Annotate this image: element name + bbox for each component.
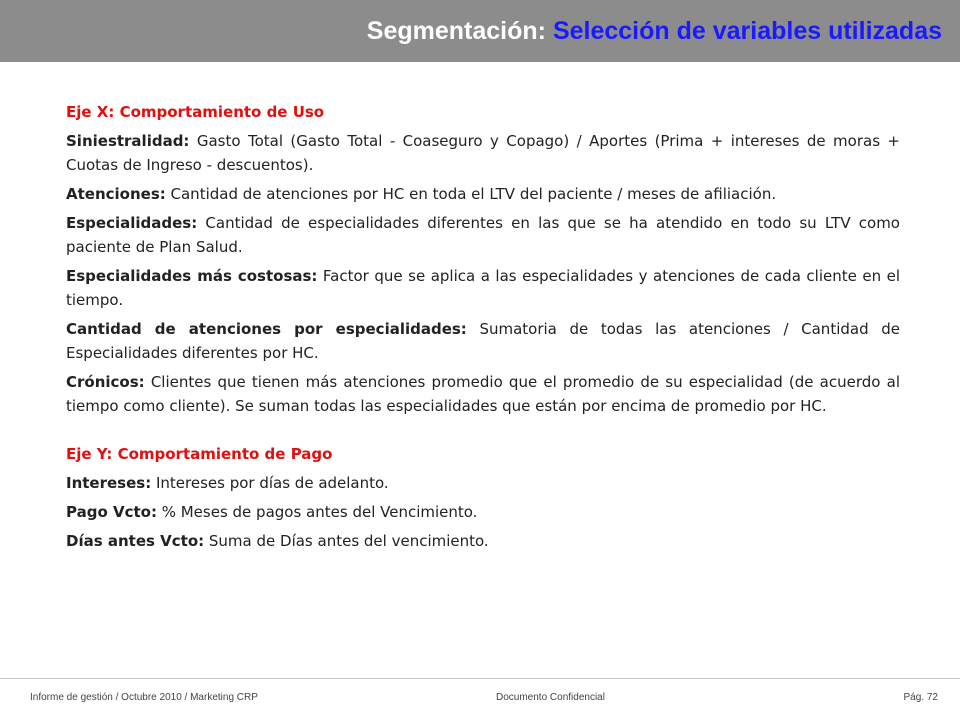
variable-term: Siniestralidad:	[66, 132, 190, 150]
footer-page-number: Pág. 72	[903, 692, 938, 703]
page-title-highlight: Selección de variables utilizadas	[552, 17, 942, 45]
variable-term: Cantidad de atenciones por especialidades:	[66, 320, 467, 338]
variable-cronicos	[66, 370, 900, 418]
variable-term: Pago Vcto:	[66, 503, 157, 521]
page-title	[367, 14, 942, 48]
page-title-prefix: Segmentación:	[366, 17, 553, 45]
variable-intereses	[66, 471, 900, 495]
variable-term: Especialidades más costosas:	[66, 267, 318, 285]
variable-term: Especialidades:	[66, 214, 198, 232]
axis-y-heading: Eje Y: Comportamiento de Pago	[66, 445, 333, 463]
variable-term: Atenciones:	[66, 185, 166, 203]
variable-term: Intereses:	[66, 474, 152, 492]
axis-x-heading: Eje X: Comportamiento de Uso	[66, 103, 325, 121]
variable-description: Factor que se aplica a las especialidades y atenciones de cada cliente en el tiempo.	[66, 267, 900, 309]
content-body	[66, 100, 900, 558]
footer-confidential: Documento Confidencial	[496, 692, 605, 703]
variable-description: Sumatoria de todas las atenciones / Cantidad de Especialidades diferentes por HC.	[66, 320, 900, 362]
variable-description: Cantidad de especialidades diferentes en las que se ha atendido en todo su LTV como paciente de Plan Salud.	[66, 214, 900, 256]
variable-dias-antes-vcto	[66, 529, 900, 553]
variable-description: Clientes que tienen más atenciones promedio que el promedio de su especialidad (de acuerdo al tiempo como cliente). Se suman todas las especialidades que están por encima de promedio por HC.	[66, 373, 900, 415]
variable-especialidades	[66, 211, 900, 259]
variable-cantidad-atenciones	[66, 317, 900, 365]
variable-description: Cantidad de atenciones por HC en toda el LTV del paciente / meses de afiliación.	[165, 185, 777, 203]
footer-divider	[0, 678, 960, 679]
variable-description: Gasto Total (Gasto Total - Coaseguro y Copago) / Aportes (Prima + intereses de moras + Cuotas de Ingreso - descuentos).	[66, 132, 900, 174]
footer-report-info: Informe de gestión / Octubre 2010 / Marketing CRP	[30, 692, 258, 703]
variable-description: Suma de Días antes del vencimiento.	[204, 532, 489, 550]
variable-atenciones	[66, 182, 900, 206]
variable-especialidades-costosas	[66, 264, 900, 312]
variable-description: % Meses de pagos antes del Vencimiento.	[156, 503, 478, 521]
variable-siniestralidad	[66, 129, 900, 177]
variable-term: Días antes Vcto:	[66, 532, 205, 550]
variable-pago-vcto	[66, 500, 900, 524]
variable-description: Intereses por días de adelanto.	[151, 474, 389, 492]
variable-term: Crónicos:	[66, 373, 145, 391]
